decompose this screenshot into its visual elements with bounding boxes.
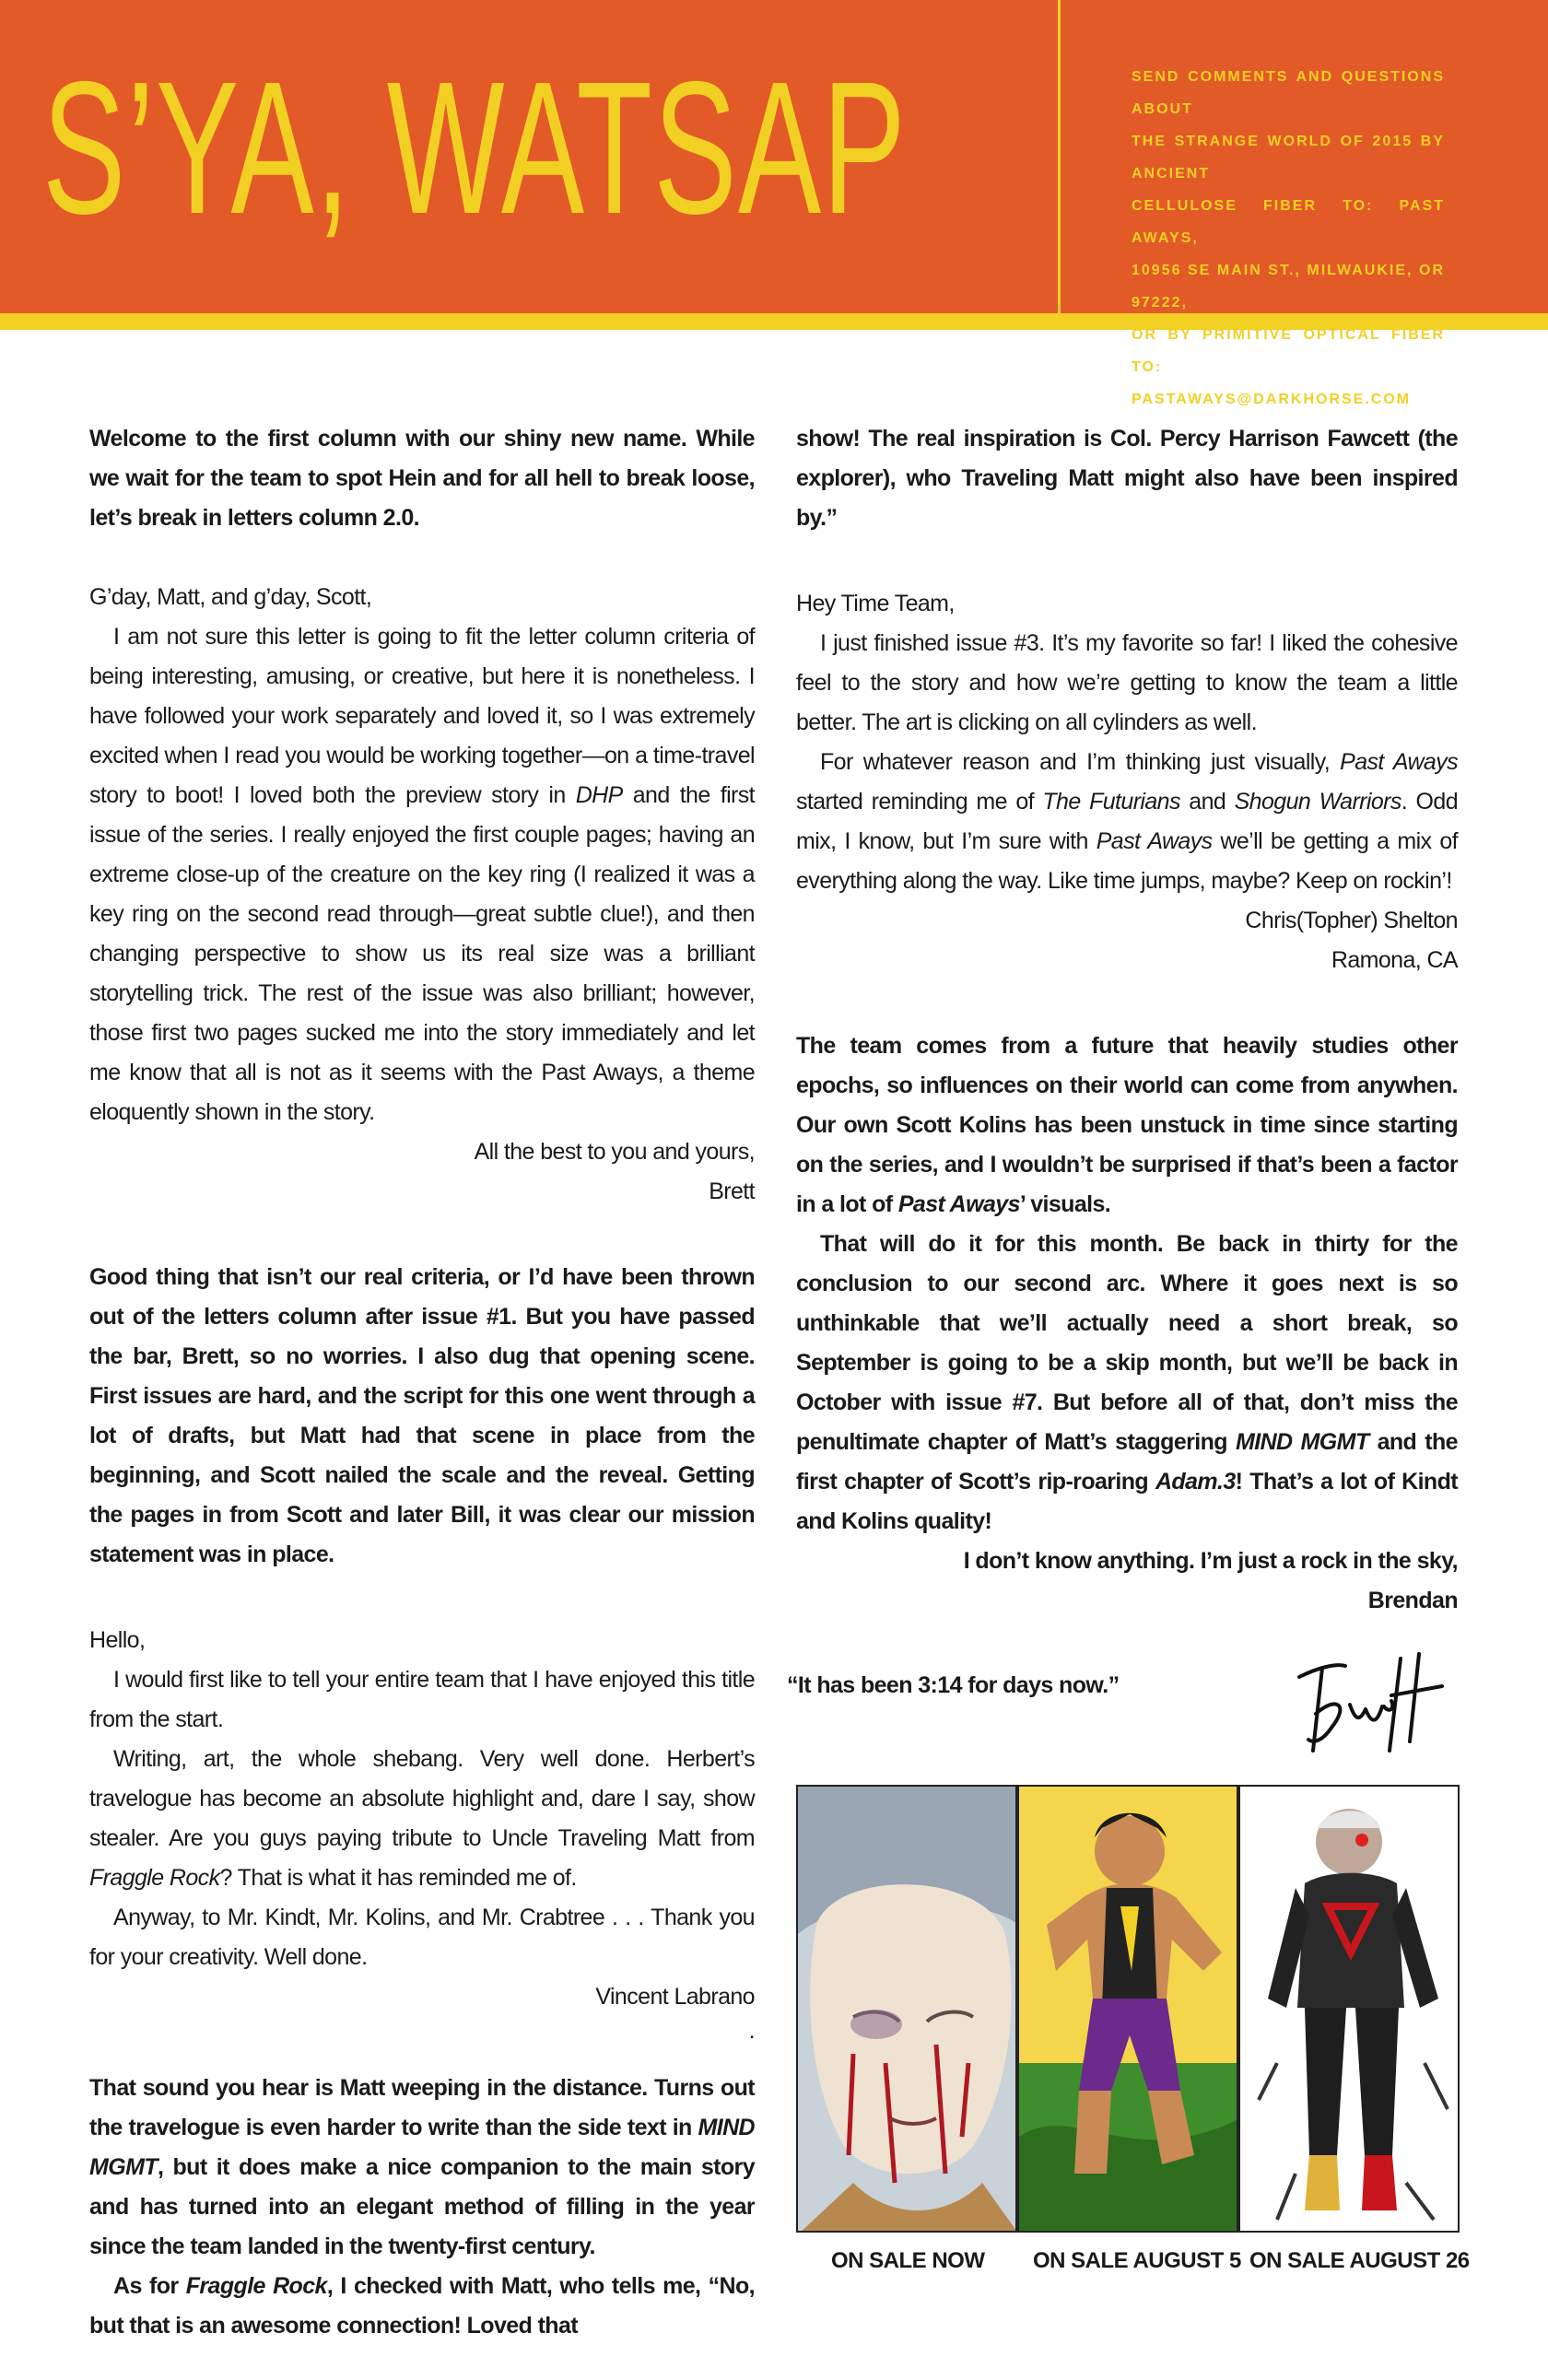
contact-line: THE STRANGE WORLD OF 2015 BY ANCIENT (1132, 134, 1445, 182)
reply3-paragraph: The team comes from a future that heavily studies other epochs, so influences on their world can come from anywhen. Our own Scott Kolins has been unstuck in time since starting on the series, and I wouldn’t be surprised if that’s been a factor in a lot of Past Aways’ visuals. (796, 1033, 1458, 1217)
header-divider (1058, 0, 1061, 313)
signature-image (1281, 1640, 1456, 1769)
letter1-signoff: All the best to you and yours, (474, 1139, 755, 1165)
reply3-signoff: I don’t know anything. I’m just a rock in the sky, (963, 1548, 1458, 1574)
cover-illustration-hero (1019, 1787, 1238, 2233)
letter2-paragraph: I would first like to tell your entire team that I have enjoyed this title from the start. (89, 1667, 755, 1732)
cover-caption: ON SALE AUGUST 26 (1249, 2248, 1470, 2273)
cover-image-on-sale-august-26[interactable] (1238, 1785, 1460, 2233)
cover-image-on-sale-now[interactable] (796, 1785, 1017, 2233)
cover-caption: ON SALE AUGUST 5 (1033, 2248, 1241, 2273)
cover-strip (796, 1785, 1460, 2233)
page-title: S’YA, WATSAP (42, 42, 908, 253)
reply2-continued: show! The real inspiration is Col. Percy Harrison Fawcett (the explorer), who Traveling Matt might also have been inspired by.” (796, 426, 1458, 531)
letter2-name: Vincent Labrano (595, 1984, 755, 2010)
reply2-paragraph: That sound you hear is Matt weeping in the distance. Turns out the travelogue is even harder to write than the side text in MIND MGMT, but it does make a nice companion to the main story and has turned into an elegant method of filling in the year since the team landed in the twenty-first century. (89, 2075, 755, 2259)
letter3-paragraph: I just finished issue #3. It’s my favorite so far! I liked the cohesive feel to the story and how we’re getting to know the team a little better. The art is clicking on all cylinders as well. (796, 630, 1458, 735)
closing-quote: “It has been 3:14 for days now.” (787, 1672, 1120, 1698)
letter3-location: Ramona, CA (1331, 947, 1458, 973)
reply3-paragraph: That will do it for this month. Be back in thirty for the conclusion to our second arc. Where it goes next is so unthinkable that we’ll actually need a short break, so September is going to be a skip month, but we’ll be back in October with issue #7. But before all of that, don’t miss the penultimate chapter of Matt’s staggering MIND MGMT and the first chapter of Scott’s rip-roaring Adam.3! That’s a lot of Kindt and Kolins quality! (796, 1231, 1458, 1534)
right-column (796, 419, 1458, 1621)
cover-caption: ON SALE NOW (831, 2248, 985, 2273)
intro-paragraph: Welcome to the first column with our shiny new name. While we wait for the team to spot Hein and for all hell to break loose, let’s break in letters column 2.0. (89, 426, 755, 531)
letter1-body: I am not sure this letter is going to fit the letter column criteria of being interesting, amusing, or creative, but here it is nonetheless. I have followed your work separately and loved it, so I was extremely excited when I read you would be working together—on a time-travel story to boot! I loved both the preview story in DHP and the first issue of the series. I really enjoyed the first couple pages; having an extreme close-up of the creature on the key ring (I realized it was a key ring on the second read through—great subtle clue!), and then changing perspective to show us its real size was a brilliant storytelling trick. The rest of the issue was also brilliant; however, those first two pages sucked me into the story immediately and let me know that all is not as it seems with the Past Aways, a theme eloquently shown in the story. (89, 624, 755, 1125)
reply1-paragraph: Good thing that isn’t our real criteria, or I’d have been thrown out of the letters column after issue #1. But you have passed the bar, Brett, so no worries. I also dug that opening scene. First issues are hard, and the script for this one went through a lot of drafts, but Matt had that scene in place from the beginning, and Scott nailed the scale and the reveal. Getting the pages in from Scott and later Bill, it was clear our mission statement was in place. (89, 1264, 755, 1567)
contact-info (1132, 61, 1445, 416)
letter1-name: Brett (709, 1178, 755, 1204)
contact-email[interactable]: PASTAWAYS@DARKHORSE.COM (1132, 392, 1412, 407)
contact-line: CELLULOSE FIBER TO: PAST AWAYS, (1132, 198, 1445, 246)
cover-illustration-face (798, 1787, 1017, 2233)
cover-image-on-sale-august-5[interactable] (1017, 1785, 1238, 2233)
contact-line: OR BY PRIMITIVE OPTICAL FIBER TO: (1132, 327, 1445, 375)
reply3-name: Brendan (1367, 1588, 1458, 1613)
letter3-name: Chris(Topher) Shelton (1245, 908, 1458, 933)
letter2-paragraph: Anyway, to Mr. Kindt, Mr. Kolins, and Mr. Crabtree . . . Thank you for your creativity. Well done. (89, 1905, 755, 1970)
contact-line: SEND COMMENTS AND QUESTIONS ABOUT (1132, 69, 1445, 117)
left-column (89, 419, 755, 2346)
reply2-paragraph: As for Fraggle Rock, I checked with Matt, who tells me, “No, but that is an awesome connection! Loved that (89, 2273, 755, 2339)
letter2-greeting: Hello, (89, 1627, 146, 1653)
letter1-greeting: G’day, Matt, and g’day, Scott, (89, 584, 372, 610)
cover-illustration-cyborg (1240, 1787, 1460, 2233)
letter2-mark: . (748, 2018, 755, 2044)
letter2-paragraph: Writing, art, the whole shebang. Very well done. Herbert’s travelogue has become an absolute highlight and, dare I say, show stealer. Are you guys paying tribute to Uncle Traveling Matt from Fraggle Rock? That is what it has reminded me of. (89, 1746, 755, 1891)
contact-line: 10956 SE MAIN ST., MILWAUKIE, OR 97222, (1132, 263, 1445, 311)
letter3-greeting: Hey Time Team, (796, 591, 955, 616)
letter3-paragraph: For whatever reason and I’m thinking just visually, Past Aways started reminding me of The Futurians and Shogun Warriors. Odd mix, I know, but I’m sure with Past Aways we’ll be getting a mix of everything along the way. Like time jumps, maybe? Keep on rockin’! (796, 749, 1459, 894)
